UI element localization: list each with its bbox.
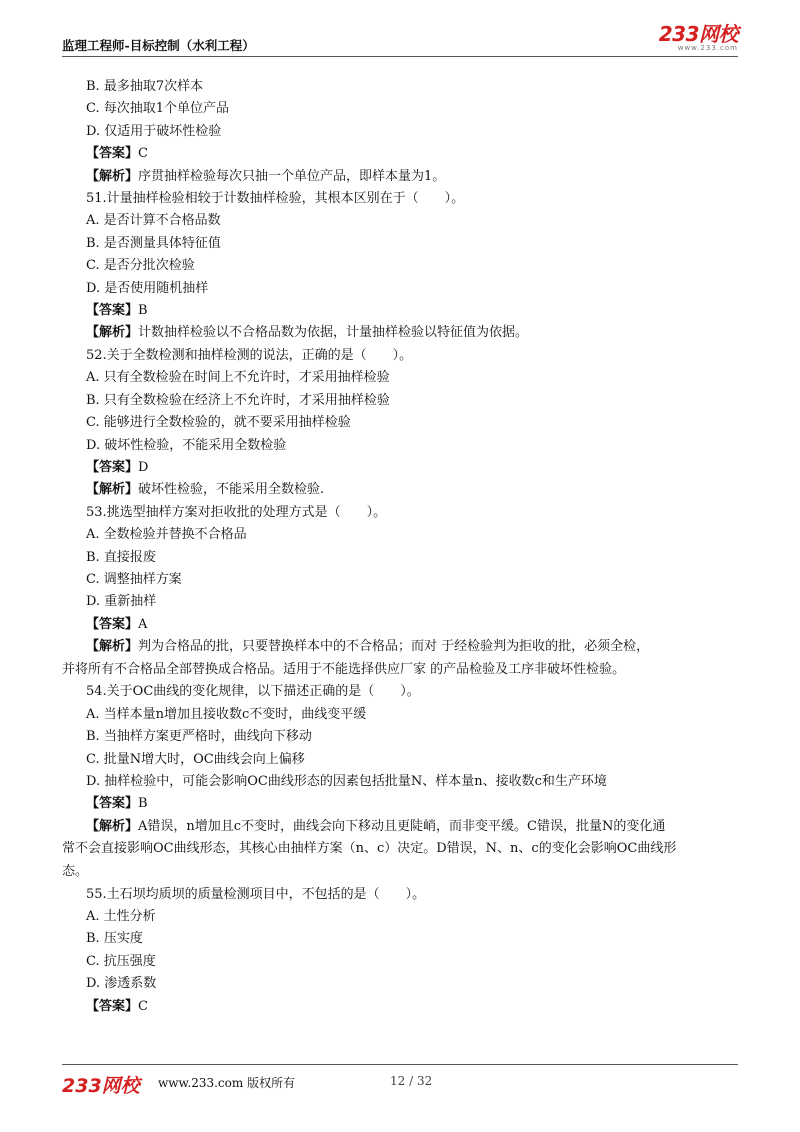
- explanation-text: 判为合格品的批，只要替换样本中的不合格品；而对 于经检验判为拒收的批，必须全检，: [138, 639, 650, 655]
- answer-line: [62, 793, 738, 815]
- answer-line: [62, 300, 738, 322]
- answer-option: C. 调整抽样方案: [86, 571, 182, 587]
- answer-value: B: [138, 303, 148, 319]
- page-header: [62, 18, 738, 58]
- explanation-paragraph: [62, 636, 738, 681]
- answer-option: C. 每次抽取1个单位产品: [86, 101, 230, 117]
- question-stem: 54.关于OC曲线的变化规律，以下描述正确的是（ ）。: [86, 684, 420, 700]
- explanation-continuation: 并将所有不合格品全部替换成合格品。适用于不能选择供应厂家 的产品检验及工序非破坏性检验。: [62, 661, 626, 677]
- answer-label: 【答案】: [86, 796, 139, 812]
- question-stem: 53.挑选型抽样方案对拒收批的处理方式是（ ）。: [86, 504, 387, 520]
- answer-option: C. 抗压强度: [86, 953, 156, 969]
- answer-line: [62, 143, 738, 165]
- explanation-label: 【解析】: [86, 639, 139, 655]
- question-stem: 52.关于全数检测和抽样检测的说法，正确的是（ ）。: [86, 347, 413, 363]
- answer-option: D. 重新抽样: [86, 594, 157, 610]
- answer-option: D. 是否使用随机抽样: [86, 280, 209, 296]
- answer-label: 【答案】: [86, 303, 139, 319]
- answer-option: D. 渗透系数: [86, 976, 157, 992]
- explanation-text: A错误，n增加且c不变时，曲线会向下移动且更陡峭，而非变平缓。C错误，批量N的变化通: [138, 818, 666, 834]
- explanation-label: 【解析】: [86, 818, 139, 834]
- answer-option: B. 只有全数检验在经济上不允许时，才采用抽样检验: [86, 392, 390, 408]
- footer-divider: [62, 1064, 738, 1065]
- answer-value: C: [138, 146, 148, 162]
- header-divider: [62, 56, 738, 57]
- document-title: 监理工程师-目标控制（水利工程）: [62, 38, 255, 53]
- explanation-continuation: 常不会直接影响OC曲线形态，其核心由抽样方案（n、c）决定。D错误，N、n、c的变化会影响OC曲线形: [62, 841, 677, 857]
- answer-option: A. 全数检验并替换不合格品: [86, 527, 247, 543]
- answer-label: 【答案】: [86, 998, 139, 1014]
- answer-value: C: [138, 998, 148, 1014]
- answer-label: 【答案】: [86, 459, 139, 475]
- answer-option: B. 压实度: [86, 931, 143, 947]
- footer-copyright: www.233.com 版权所有: [158, 1076, 296, 1090]
- answer-label: 【答案】: [86, 146, 139, 162]
- answer-option: C. 批量N增大时，OC曲线会向上偏移: [86, 751, 305, 767]
- answer-option: B. 最多抽取7次样本: [86, 79, 204, 94]
- answer-option: B. 直接报废: [86, 549, 156, 565]
- explanation-text: 破坏性检验，不能采用全数检验.: [138, 482, 325, 498]
- answer-option: C. 是否分批次检验: [86, 258, 195, 274]
- header-logo-url: www.233.com: [677, 44, 738, 52]
- explanation-label: 【解析】: [86, 168, 139, 184]
- answer-option: B. 是否测量具体特征值: [86, 235, 221, 251]
- page-footer: [62, 1064, 738, 1104]
- header-logo-text: 233网校: [658, 22, 738, 46]
- header-logo: [659, 24, 738, 52]
- answer-option: A. 是否计算不合格品数: [86, 213, 221, 229]
- explanation-line: [62, 166, 738, 188]
- answer-value: D: [138, 459, 149, 475]
- answer-option: D. 抽样检验中，可能会影响OC曲线形态的因素包括批量N、样本量n、接收数c和生产环境: [86, 773, 607, 789]
- footer-logo: 233网校: [62, 1075, 140, 1097]
- explanation-paragraph: [62, 816, 738, 884]
- answer-option: A. 只有全数检验在时间上不允许时，才采用抽样检验: [86, 370, 390, 386]
- question-stem: 55.土石坝均质坝的质量检测项目中，不包括的是（ ）。: [86, 886, 426, 902]
- page-number: 12 / 32: [390, 1074, 433, 1088]
- answer-line: [62, 457, 738, 479]
- answer-option: D. 仅适用于破坏性检验: [86, 123, 222, 139]
- answer-option: D. 破坏性检验，不能采用全数检验: [86, 437, 287, 453]
- explanation-text: 序贯抽样检验每次只抽一个单位产品，即样本量为1。: [138, 168, 446, 184]
- answer-option: C. 能够进行全数检验的，就不要采用抽样检验: [86, 415, 351, 431]
- answer-option: A. 当样本量n增加且接收数c不变时，曲线变平缓: [86, 706, 367, 722]
- explanation-label: 【解析】: [86, 325, 139, 341]
- answer-option: B. 当抽样方案更严格时，曲线向下移动: [86, 729, 312, 745]
- answer-label: 【答案】: [86, 616, 139, 632]
- explanation-line: [62, 322, 738, 344]
- answer-line: [62, 996, 738, 1018]
- answer-value: B: [138, 796, 148, 812]
- explanation-label: 【解析】: [86, 482, 139, 498]
- answer-value: A: [138, 616, 148, 632]
- document-body: [62, 76, 738, 1018]
- explanation-continuation: 态。: [62, 863, 89, 879]
- question-stem: 51.计量抽样检验相较于计数抽样检验，其根本区别在于（ ）。: [86, 191, 465, 207]
- answer-line: [62, 614, 738, 636]
- answer-option: A. 土性分析: [86, 908, 156, 924]
- explanation-text: 计数抽样检验以不合格品数为依据，计量抽样检验以特征值为依据。: [138, 325, 529, 341]
- explanation-line: [62, 479, 738, 501]
